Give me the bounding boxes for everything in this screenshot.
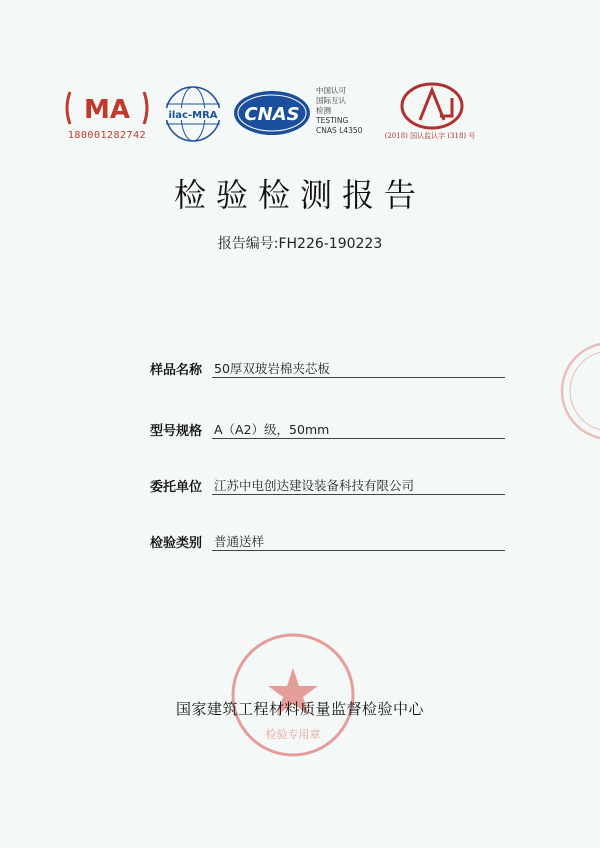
cma-logo <box>62 86 152 148</box>
field-model-spec <box>150 418 505 440</box>
ilac-logo-text: ilac-MRA <box>168 110 218 121</box>
field-underline <box>212 494 505 495</box>
cnas-caption-line: 国际互认 <box>316 96 346 105</box>
report-number-value: FH226-190223 <box>278 236 383 252</box>
cma-logo-text: MA <box>84 95 130 125</box>
cnas-oval-icon <box>232 88 312 138</box>
cnas-caption-line: TESTING <box>316 116 349 125</box>
cma-mark-icon <box>62 86 152 130</box>
field-client <box>150 474 505 496</box>
cal-mark-icon <box>390 82 490 132</box>
field-label: 样品名称 <box>150 363 203 378</box>
field-value: 50厚双玻岩棉夹芯板 <box>214 361 330 376</box>
field-underline <box>212 550 505 551</box>
report-number <box>0 233 600 253</box>
cnas-logo <box>232 88 312 138</box>
field-sample-name <box>150 357 505 379</box>
field-label: 委托单位 <box>150 480 203 495</box>
field-underline <box>212 438 505 439</box>
field-value: A（A2）级，50mm <box>214 422 330 437</box>
report-number-label: 报告编号: <box>217 236 279 252</box>
cnas-caption-line: CNAS L4350 <box>316 126 363 135</box>
field-label: 检验类别 <box>150 536 203 551</box>
field-value: 江苏中电创达建设装备科技有限公司 <box>214 478 415 493</box>
cma-number: 180001282742 <box>67 130 147 141</box>
seal-text: 检验专用章 <box>265 728 321 741</box>
cnas-logo-text: CNAS <box>244 104 300 125</box>
official-seal-icon <box>228 630 358 760</box>
cnas-caption <box>316 86 386 136</box>
issuing-organization: 国家建筑工程材料质量监督检验中心 <box>175 700 424 718</box>
cnas-caption-line: 检测 <box>316 106 331 115</box>
field-test-type <box>150 530 505 552</box>
cnas-caption-line: 中国认可 <box>316 86 346 95</box>
cal-logo-text: CAL <box>478 128 480 129</box>
cal-caption: (2018) 国认监认字 (318) 号 <box>384 132 476 140</box>
report-title: 检验检测报告 <box>173 176 426 214</box>
ilac-globe-icon <box>160 84 226 148</box>
ilac-mra-logo <box>160 84 226 148</box>
field-value: 普通送样 <box>214 534 265 549</box>
edge-seal-icon <box>550 336 600 446</box>
field-label: 型号规格 <box>150 424 203 439</box>
field-underline <box>212 377 505 378</box>
